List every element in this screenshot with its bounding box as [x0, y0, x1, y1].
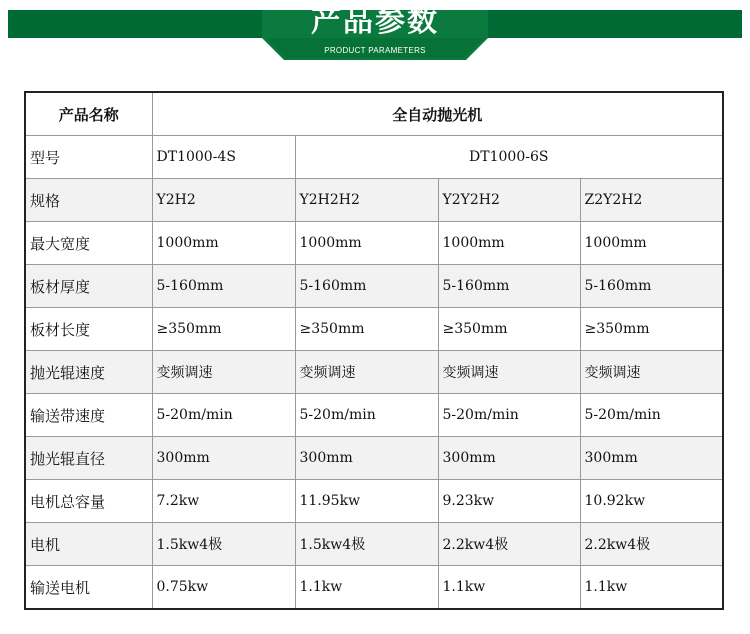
table-cell: 1.5kw4极: [152, 523, 295, 566]
table-cell: ≥350mm: [438, 308, 580, 351]
row-label: 抛光辊速度: [25, 351, 152, 394]
table-cell: 7.2kw: [152, 480, 295, 523]
table-cell: 1000mm: [438, 222, 580, 265]
table-cell: 0.75kw: [152, 566, 295, 610]
table-cell: 变频调速: [295, 351, 438, 394]
table-cell: 1000mm: [295, 222, 438, 265]
model-row: [25, 136, 723, 179]
table-cell: 1.1kw: [438, 566, 580, 610]
table-cell: ≥350mm: [152, 308, 295, 351]
row-label: 输送电机: [25, 566, 152, 610]
table-cell: 9.23kw: [438, 480, 580, 523]
table-row: [25, 265, 723, 308]
table-row: [25, 222, 723, 265]
table-row: [25, 566, 723, 610]
table-cell: 1.5kw4极: [295, 523, 438, 566]
table-row: [25, 394, 723, 437]
table-cell: Y2H2H2: [295, 179, 438, 222]
table-row: [25, 523, 723, 566]
table-cell: 10.92kw: [580, 480, 723, 523]
row-label: 抛光辊直径: [25, 437, 152, 480]
row-label: 电机: [25, 523, 152, 566]
row-label: 板材厚度: [25, 265, 152, 308]
table-cell: 5-20m/min: [580, 394, 723, 437]
table-cell: Y2Y2H2: [438, 179, 580, 222]
product-name-value: 全自动抛光机: [152, 92, 723, 136]
product-name-label: 产品名称: [25, 92, 152, 136]
header-banner: [0, 0, 750, 66]
parameter-table: [24, 91, 724, 610]
model-label: 型号: [25, 136, 152, 179]
page-subtitle: PRODUCT PARAMETERS: [324, 46, 426, 55]
row-label: 电机总容量: [25, 480, 152, 523]
table-cell: 变频调速: [152, 351, 295, 394]
model-value-4s: DT1000-4S: [152, 136, 295, 179]
model-value-6s: DT1000-6S: [295, 136, 723, 179]
table-cell: 300mm: [438, 437, 580, 480]
table-row: [25, 351, 723, 394]
table-cell: 1.1kw: [580, 566, 723, 610]
table-cell: 1000mm: [580, 222, 723, 265]
row-label: 输送带速度: [25, 394, 152, 437]
table-cell: 5-160mm: [438, 265, 580, 308]
table-cell: 变频调速: [438, 351, 580, 394]
table-cell: Y2H2: [152, 179, 295, 222]
table-cell: 5-20m/min: [152, 394, 295, 437]
table-header-row: [25, 92, 723, 136]
parameter-table-container: [24, 91, 724, 610]
table-cell: 5-160mm: [152, 265, 295, 308]
page-title: 产品参数: [311, 4, 439, 39]
table-cell: 300mm: [580, 437, 723, 480]
table-row: [25, 437, 723, 480]
table-cell: Z2Y2H2: [580, 179, 723, 222]
table-cell: 300mm: [152, 437, 295, 480]
table-cell: 2.2kw4极: [438, 523, 580, 566]
table-cell: 1000mm: [152, 222, 295, 265]
table-cell: ≥350mm: [580, 308, 723, 351]
table-cell: ≥350mm: [295, 308, 438, 351]
table-cell: 300mm: [295, 437, 438, 480]
table-row: [25, 480, 723, 523]
table-cell: 5-20m/min: [438, 394, 580, 437]
row-label: 最大宽度: [25, 222, 152, 265]
table-cell: 1.1kw: [295, 566, 438, 610]
table-cell: 5-160mm: [580, 265, 723, 308]
table-cell: 2.2kw4极: [580, 523, 723, 566]
table-row: [25, 179, 723, 222]
row-label: 规格: [25, 179, 152, 222]
table-cell: 11.95kw: [295, 480, 438, 523]
table-cell: 变频调速: [580, 351, 723, 394]
row-label: 板材长度: [25, 308, 152, 351]
table-cell: 5-160mm: [295, 265, 438, 308]
table-cell: 5-20m/min: [295, 394, 438, 437]
table-row: [25, 308, 723, 351]
